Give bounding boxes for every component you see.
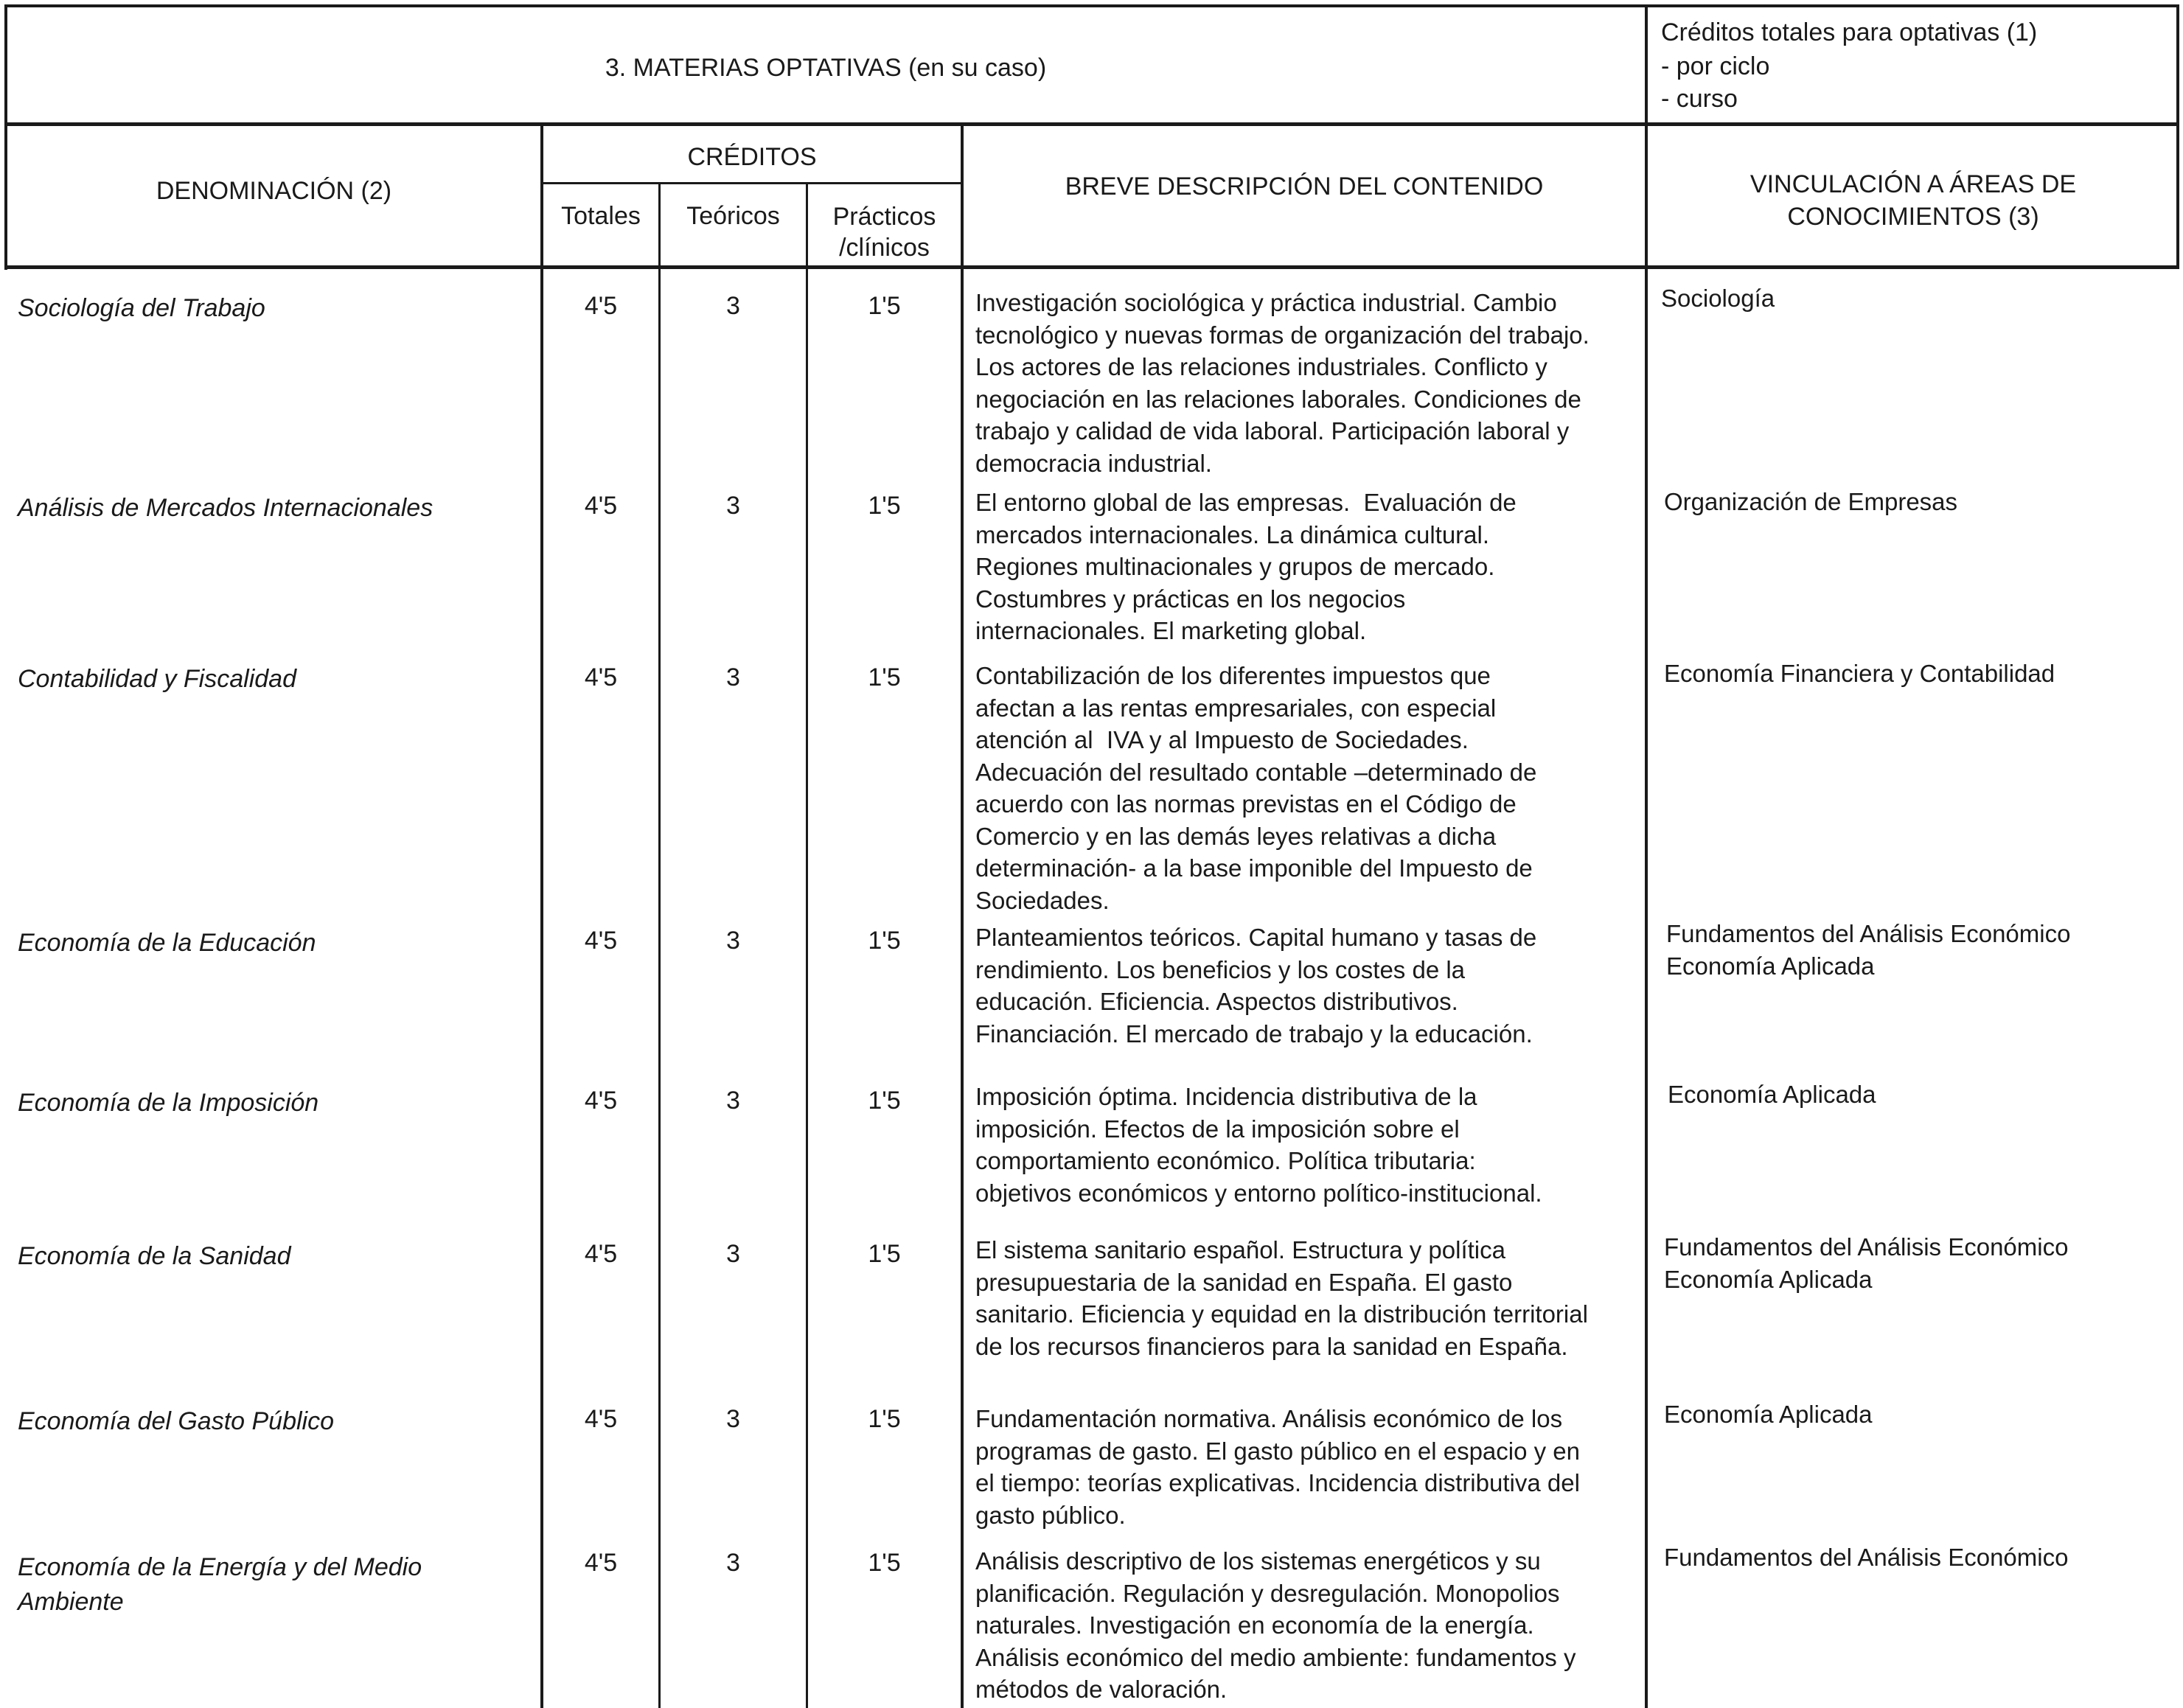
- credits-practicos: 1'5: [868, 492, 901, 520]
- column-header-practicos-line-2: /clínicos: [839, 234, 930, 262]
- column-divider-vinculacion-left: [1645, 4, 1648, 1708]
- credits-totales: 4'5: [584, 1405, 618, 1433]
- knowledge-areas: Economía Financiera y Contabilidad: [1664, 660, 2055, 687]
- content-description: Planteamientos teóricos. Capital humano y tasas de rendimiento. Los beneficios y los costes de la educación. Eficiencia. Aspectos distributivos. Financiación. El mercado de trabajo y la educación.: [975, 924, 1537, 1048]
- knowledge-areas: Fundamentos del Análisis Económico: [1664, 1544, 2069, 1571]
- credits-note-line-1: Créditos totales para optativas (1): [1661, 18, 2038, 46]
- knowledge-areas: Fundamentos del Análisis Económico Economía Aplicada: [1664, 1233, 2069, 1293]
- column-divider-creditos-left: [540, 125, 543, 1708]
- credits-teoricos: 3: [726, 492, 740, 520]
- content-description: Investigación sociológica y práctica industrial. Cambio tecnológico y nuevas formas de organización del trabajo. Los actores de las relaciones industriales. Conflicto y negociación en las relaciones laborales. Condiciones de trabajo y calidad de vida laboral. Participación laboral y democracia industrial.: [975, 289, 1590, 477]
- table-top-border: [4, 4, 2179, 7]
- credits-teoricos: 3: [726, 292, 740, 320]
- subject-name: Análisis de Mercados Internacionales: [18, 494, 434, 522]
- content-description: El sistema sanitario español. Estructura y política presupuestaria de la sanidad en España. El gasto sanitario. Eficiencia y equidad en la distribución territorial de los recursos financieros para la sanidad en España.: [975, 1236, 1588, 1360]
- table-left-border: [4, 4, 7, 270]
- subject-name: Economía de la Sanidad: [18, 1242, 291, 1270]
- subject-name: Economía de la Energía y del Medio: [18, 1553, 422, 1581]
- header-band-divider: [4, 122, 2179, 126]
- credits-teoricos: 3: [726, 663, 740, 691]
- column-header-bottom-rule: [4, 265, 2179, 269]
- content-description: Fundamentación normativa. Análisis económico de los programas de gasto. El gasto público en el espacio y en el tiempo: teorías explicativas. Incidencia distributiva del gasto público.: [975, 1405, 1581, 1529]
- section-title: 3. MATERIAS OPTATIVAS (en su caso): [605, 54, 1047, 82]
- subject-name: Contabilidad y Fiscalidad: [18, 665, 296, 693]
- knowledge-areas: Organización de Empresas: [1664, 488, 1958, 515]
- credits-totales: 4'5: [584, 1087, 618, 1115]
- knowledge-areas: Fundamentos del Análisis Económico Economía Aplicada: [1666, 920, 2071, 980]
- credits-teoricos: 3: [726, 927, 740, 955]
- knowledge-areas: Economía Aplicada: [1664, 1401, 1873, 1428]
- credits-note-line-3: - curso: [1661, 85, 1738, 113]
- credits-totales: 4'5: [584, 292, 618, 320]
- subject-name: Economía del Gasto Público: [18, 1407, 335, 1435]
- credits-practicos: 1'5: [868, 1240, 901, 1268]
- content-description: El entorno global de las empresas. Evaluación de mercados internacionales. La dinámica cultural. Regiones multinacionales y grupos de mercado. Costumbres y prácticas en los negocios internacionales. El marketing global.: [975, 489, 1517, 644]
- credits-totales: 4'5: [584, 1240, 618, 1268]
- knowledge-areas: Economía Aplicada: [1668, 1081, 1876, 1108]
- credits-note-line-2: - por ciclo: [1661, 52, 1770, 80]
- subject-name: Economía de la Educación: [18, 929, 316, 957]
- credits-teoricos: 3: [726, 1549, 740, 1577]
- column-header-descripcion: BREVE DESCRIPCIÓN DEL CONTENIDO: [1065, 172, 1544, 201]
- credits-practicos: 1'5: [868, 1549, 901, 1577]
- credits-totales: 4'5: [584, 1549, 618, 1577]
- creditos-subheader-divider: [541, 182, 963, 184]
- column-header-creditos: CRÉDITOS: [687, 143, 817, 171]
- subject-name-continued: Ambiente: [18, 1588, 124, 1616]
- credits-practicos: 1'5: [868, 1087, 901, 1115]
- column-header-practicos-line-1: Prácticos: [832, 203, 936, 231]
- content-description: Imposición óptima. Incidencia distributiva de la imposición. Efectos de la imposición sobre el comportamiento económico. Política tributaria: objetivos económicos y entorno político-institucional.: [975, 1083, 1542, 1207]
- column-header-vinculacion-line-2: CONOCIMIENTOS (3): [1787, 203, 2039, 231]
- column-header-vinculacion-line-1: VINCULACIÓN A ÁREAS DE: [1749, 170, 2077, 198]
- column-divider-descripcion-left: [961, 125, 964, 1708]
- credits-teoricos: 3: [726, 1087, 740, 1115]
- credits-practicos: 1'5: [868, 663, 901, 691]
- content-description: Análisis descriptivo de los sistemas energéticos y su planificación. Regulación y desregulación. Monopolios naturales. Investigación en economía de la energía. Análisis económico del medio ambiente: fundamentos y métodos de valoración.: [975, 1547, 1576, 1703]
- subject-name: Economía de la Imposición: [18, 1089, 319, 1117]
- knowledge-areas: Sociología: [1661, 285, 1775, 312]
- credits-totales: 4'5: [584, 927, 618, 955]
- credits-teoricos: 3: [726, 1240, 740, 1268]
- credits-practicos: 1'5: [868, 927, 901, 955]
- subject-name: Sociología del Trabajo: [18, 294, 265, 322]
- column-header-totales: Totales: [561, 202, 641, 230]
- column-header-teoricos: Teóricos: [686, 202, 780, 230]
- credits-totales: 4'5: [584, 492, 618, 520]
- column-header-denominacion: DENOMINACIÓN (2): [156, 177, 392, 205]
- credits-teoricos: 3: [726, 1405, 740, 1433]
- content-description: Contabilización de los diferentes impuestos que afectan a las rentas empresariales, con especial atención al IVA y al Impuesto de Sociedades. Adecuación del resultado contable –determinado de acuerdo con las normas previstas en el Código de Comercio y en las demás leyes relativas a dicha determinación- a la base imponible del Impuesto de Sociedades.: [975, 662, 1537, 914]
- credits-practicos: 1'5: [868, 292, 901, 320]
- credits-practicos: 1'5: [868, 1405, 901, 1433]
- credits-totales: 4'5: [584, 663, 618, 691]
